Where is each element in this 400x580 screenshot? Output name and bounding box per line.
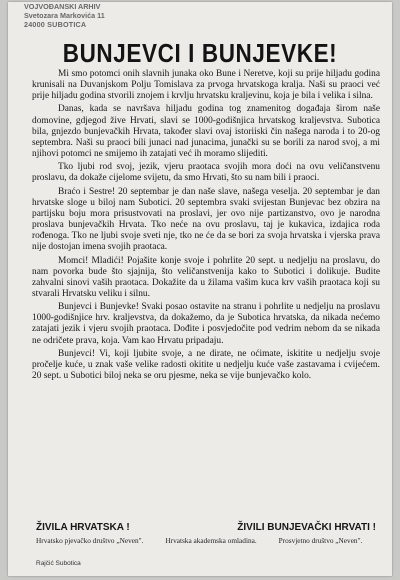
- signatory: Prosvjetno društvo „Neven".: [278, 536, 363, 545]
- stamp-line-2: Svetozara Markovića 11: [24, 11, 105, 20]
- slogan-left: ŽIVILA HRVATSKA !: [36, 522, 130, 533]
- signatory: Hrvatska akademska omladina.: [165, 536, 257, 545]
- document-page: [8, 2, 392, 576]
- slogan-right: ŽIVILI BUNJEVAČKI HRVATI !: [237, 522, 376, 533]
- closing-slogans: [36, 522, 376, 533]
- signatories: [36, 536, 362, 545]
- paragraph: Bunjevci! Vi, koji ljubite svoje, a ne dirate, ne oćimate, iskitite u nedjelju svoje pročelje kuće, u znak vaše velike radosti okitite u nedjelju kuće vaše zastavama i cvijećem. 20 sept. u Subotici biloj neka se oru pjesme, neka se vije bunjevačko kolo.: [32, 348, 380, 382]
- paragraph: Braćo i Sestre! 20 septembar je dan naše slave, našega veselja. 20 septembar je dan hrvatske sloge u biloj nam Subotici. 20 septembra svaki svijestan Bunjevac bez obzira na partijsku boju mora prisustvovati na proslavi, jer ovo nije partizanstvo, ovo je narodna proslava bunjevačkih Hrvata. Tko neće na ovu proslavu, taj je kukavica, izdajica roda rođenoga. Tko ne ljubi svoje sveti nje, tko ne će da se bori za svoja hrvatska i vjerska prava nije dostojan imena svojih praotaca.: [32, 186, 380, 253]
- paragraph: Bunjevci i Bunjevke! Svaki posao ostavite na stranu i pohrlite u nedjelju na proslavu 1000-godišnjice hrv. kraljevstva, da dokažemo, da je Subotica hrvatska, da nikada nećemo zatajati jezik i vjeru svojih praotaca. Dođite i posvjedočite pod vedrim nebom da se nikada ne odričete prava, koja. Vam kao Hrvatu pripadaju.: [32, 302, 380, 346]
- archive-stamp: [24, 2, 142, 40]
- paragraph: Momci! Mladići! Pojašite konje svoje i pohrlite 20 sept. u nedjelju na proslavu, do nam povorka bude što sjajnija, što veličanstvenija kako to Subotici i dolikuje. Budite zahvalni sinovi vaših praotaca. Dokažite da u žilama vašim kuca krv vaših praotaca koji su stvarali Hrvatsku veliku i silnu.: [32, 255, 380, 299]
- signatory: Hrvatsko pjevačko društvo „Neven".: [36, 536, 144, 545]
- stamp-line-3: 24000 SUBOTICA: [24, 20, 87, 29]
- paragraph: Tko ljubi rod svoj, jezik, vjeru praotaca svojih mora doći na ovu veličanstvenu proslavu, da dokaže cijelome svijetu, da smo Hrvati, što su nam bili i praoci.: [32, 162, 380, 184]
- printer-imprint: Rajčić Subotica: [36, 560, 81, 567]
- paragraph: Danas, kada se navršava hiljadu godina tog znamenitog događaja širom naše domovine, gdjegod žive Hrvati, slavi se 1000-godišnjica hrvatskog kraljevstva. Subotica bila, gnjezdo bunjevačkih Hrvata, također slavi ovaj istoriiski čin našega naroda i to 20-og septembra. Naši su praoci bili junaci nad junacima, junački su se borili za narod svoj, a mi njihovi potomci ne smijemo ih zatajati već ih moramo slijediti.: [32, 104, 380, 160]
- paragraph: Mi smo potomci onih slavnih junaka oko Bune i Neretve, koji su prije hiljadu godina krunisali na Duvanjskom Polju Tomislava za prvoga hrvatskoga kralja. Naši su praoci već prije hiljadu godina stvorili znojem i krvlju hrvatsku kraljevinu, koja je bila i velika i silna.: [32, 69, 380, 102]
- page-title: BUNJEVCI I BUNJEVKE!: [62, 39, 338, 68]
- proclamation-body: [32, 69, 380, 384]
- stamp-line-1: VOJVOĐANSKI ARHIV: [24, 2, 101, 11]
